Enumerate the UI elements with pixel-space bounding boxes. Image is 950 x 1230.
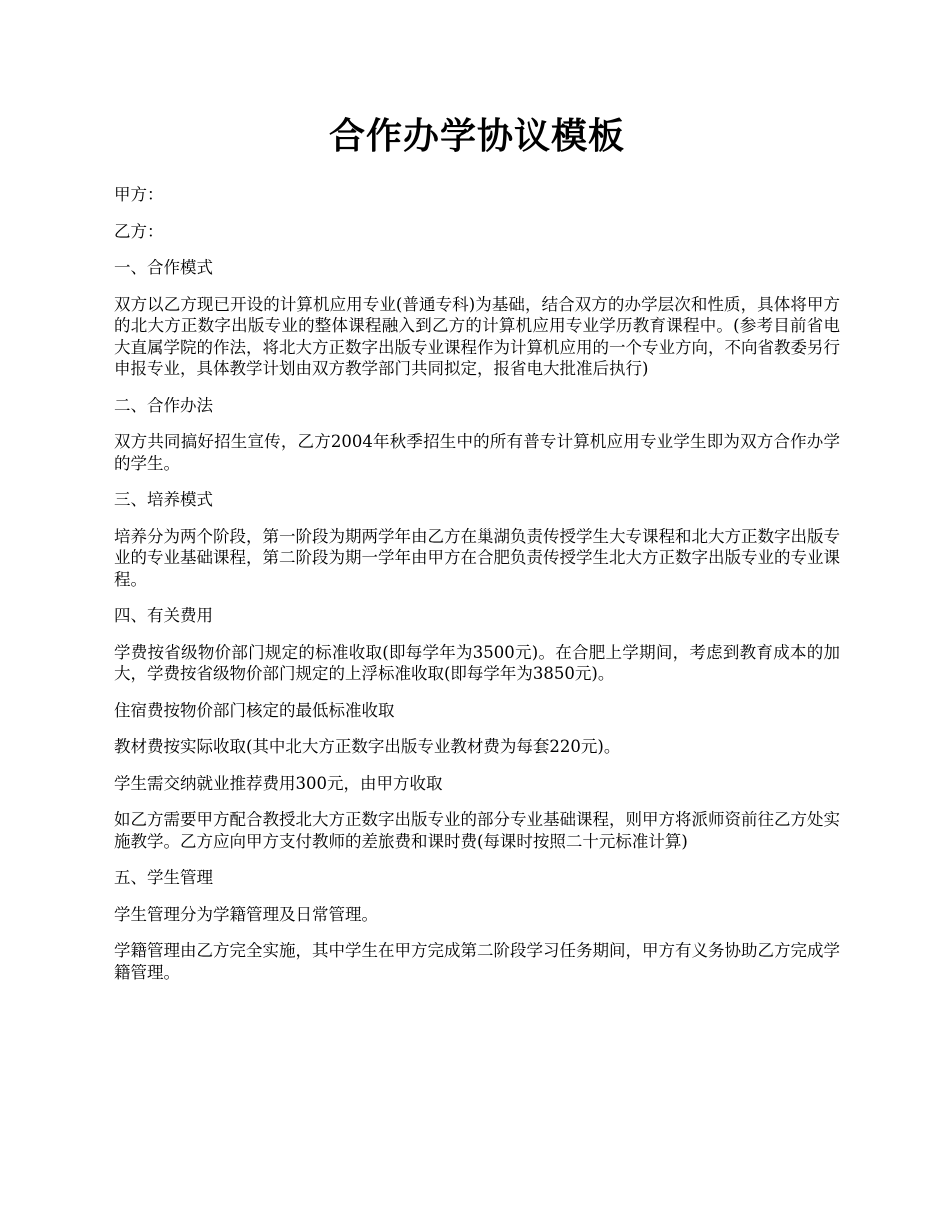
paragraph-textbook-fee: 教材费按实际收取(其中北大方正数字出版专业教材费为每套220元)。 (114, 737, 621, 756)
paragraph-training-mode: 培养分为两个阶段，第一阶段为期两学年由乙方在巢湖负责传授学生大专课程和北大方正数字出版专业的专业基础课程，第二阶段为期一学年由甲方在合肥负责传授学生北大方正数字出版专业的专业课程。 (114, 526, 840, 589)
paragraph-enrollment-management: 学籍管理由乙方完全实施，其中学生在甲方完成第二阶段学习任务期间，甲方有义务协助乙方完成学籍管理。 (114, 941, 840, 982)
section-heading-training-mode: 三、培养模式 (114, 490, 213, 509)
section-heading-student-management: 五、学生管理 (114, 868, 213, 887)
paragraph-cooperation-method: 双方共同搞好招生宣传，乙方2004年秋季招生中的所有普专计算机应用专业学生即为双方合作办学的学生。 (114, 432, 840, 473)
party-a-line: 甲方： (114, 185, 164, 204)
paragraph-accommodation: 住宿费按物价部门核定的最低标准收取 (114, 700, 395, 720)
paragraph-teacher-dispatch: 如乙方需要甲方配合教授北大方正数字出版专业的部分专业基础课程，则甲方将派师资前往乙方处实施教学。乙方应向甲方支付教师的差旅费和课时费(每课时按照二十元标准计算) (114, 810, 840, 851)
paragraph-employment-fee: 学生需交纳就业推荐费用300元，由甲方收取 (114, 773, 443, 793)
paragraph-management-types: 学生管理分为学籍管理及日常管理。 (114, 904, 378, 924)
paragraph-cooperation-mode: 双方以乙方现已开设的计算机应用专业(普通专科)为基础，结合双方的办学层次和性质，具体将甲方的北大方正数字出版专业的整体课程融入到乙方的计算机应用专业学历教育课程中。(参考目前省电大直属学院的作法，将北大方正数字出版专业课程作为计算机应用的一个专业方向，不向省教委另行申报专业，具体教学计划由双方教学部门共同拟定，报省电大批准后执行) (114, 294, 840, 378)
section-heading-fees: 四、有关费用 (114, 606, 213, 625)
document-title: 合作办学协议模板 (328, 116, 625, 157)
party-b-line: 乙方： (114, 221, 164, 241)
section-heading-cooperation-method: 二、合作办法 (114, 395, 213, 415)
document-page (114, 110, 840, 998)
paragraph-tuition: 学费按省级物价部门规定的标准收取(即每学年为3500元)。在合肥上学期间，考虑到教育成本的加大，学费按省级物价部门规定的上浮标准收取(即每学年为3850元)。 (114, 642, 840, 683)
section-heading-cooperation-mode: 一、合作模式 (114, 258, 213, 277)
